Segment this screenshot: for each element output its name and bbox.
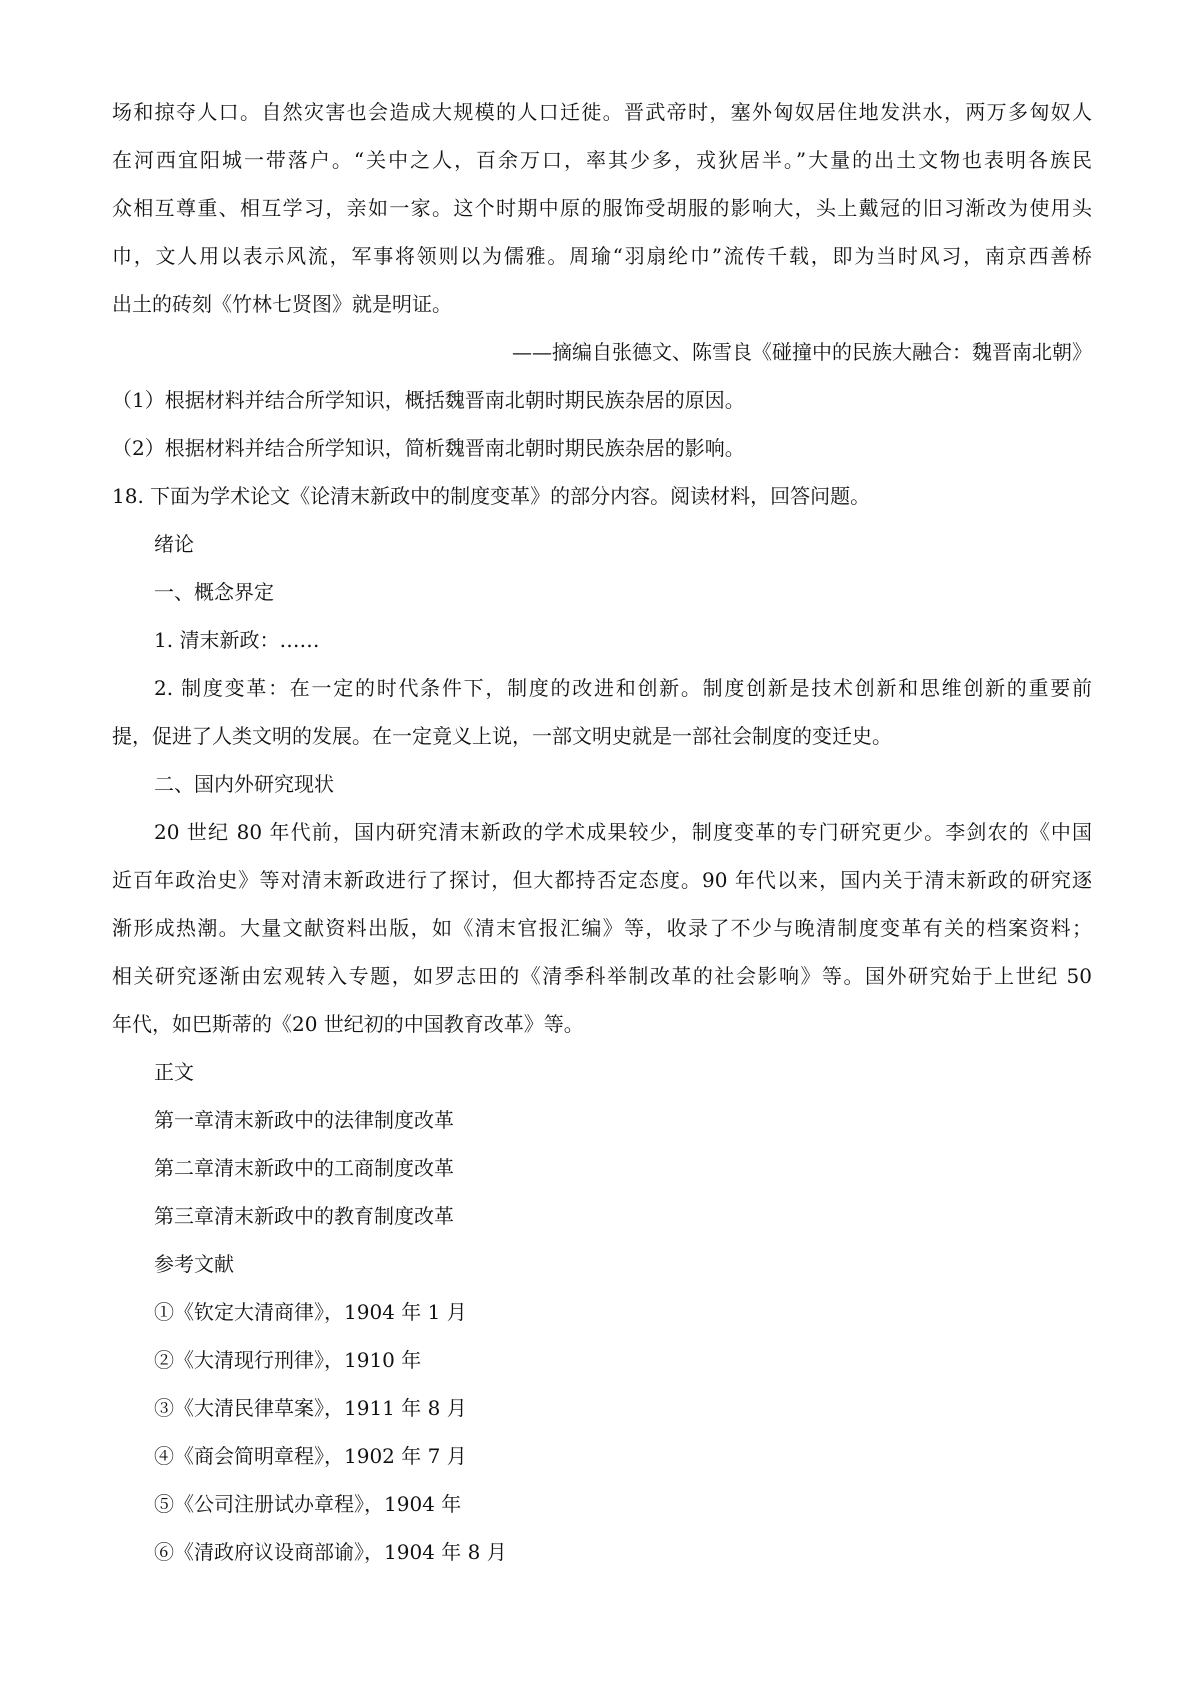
passage-line: 场和掠夺人口。自然灾害也会造成大规模的人口迁徙。晋武帝时，塞外匈奴居住地发洪水，两万多匈奴人 bbox=[112, 100, 1092, 124]
reference-item: ①《钦定大清商律》，1904 年 1 月 bbox=[154, 1300, 467, 1324]
chapter-item: 第二章清末新政中的工商制度改革 bbox=[154, 1156, 454, 1180]
definition-item: 2. 制度变革：在一定的时代条件下，制度的改进和创新。制度创新是技术创新和思维创新的重要前 bbox=[154, 676, 1092, 700]
heading-body: 正文 bbox=[154, 1060, 194, 1084]
question-18-intro: 18. 下面为学术论文《论清末新政中的制度变革》的部分内容。阅读材料，回答问题。 bbox=[112, 484, 871, 508]
research-line: 近百年政治史》等对清末新政进行了探讨，但大都持否定态度。90 年代以来，国内关于清末新政的研究逐 bbox=[112, 868, 1092, 892]
reference-item: ⑥《清政府议设商部谕》，1904 年 8 月 bbox=[154, 1540, 507, 1564]
definition-item: 1. 清末新政：…… bbox=[154, 628, 320, 652]
reference-item: ②《大清现行刑律》，1910 年 bbox=[154, 1348, 422, 1372]
reference-item: ⑤《公司注册试办章程》，1904 年 bbox=[154, 1492, 462, 1516]
passage-source: ——摘编自张德文、陈雪良《碰撞中的民族大融合：魏晋南北朝》 bbox=[512, 340, 1092, 364]
question-17-1: （1）根据材料并结合所学知识，概括魏晋南北朝时期民族杂居的原因。 bbox=[112, 388, 745, 412]
reference-item: ④《商会简明章程》，1902 年 7 月 bbox=[154, 1444, 467, 1468]
research-line: 20 世纪 80 年代前，国内研究清末新政的学术成果较少，制度变革的专门研究更少。李剑农的《中国 bbox=[154, 820, 1092, 844]
chapter-item: 第一章清末新政中的法律制度改革 bbox=[154, 1108, 454, 1132]
passage-line: 巾，文人用以表示风流，军事将领则以为儒雅。周瑜“羽扇纶巾”流传千载，即为当时风习，南京西善桥 bbox=[112, 244, 1092, 268]
passage-line: 出土的砖刻《竹林七贤图》就是明证。 bbox=[112, 292, 452, 316]
passage-line: 众相互尊重、相互学习，亲如一家。这个时期中原的服饰受胡服的影响大，头上戴冠的旧习渐改为使用头 bbox=[112, 196, 1092, 220]
research-line: 渐形成热潮。大量文献资料出版，如《清末官报汇编》等，收录了不少与晚清制度变革有关的档案资料； bbox=[112, 916, 1092, 940]
section-heading: 二、国内外研究现状 bbox=[154, 772, 334, 796]
definition-item: 提，促进了人类文明的发展。在一定竟义上说，一部文明史就是一部社会制度的变迁史。 bbox=[112, 724, 892, 748]
heading-introduction: 绪论 bbox=[154, 532, 194, 556]
question-17-2: （2）根据材料并结合所学知识，简析魏晋南北朝时期民族杂居的影响。 bbox=[112, 436, 745, 460]
heading-references: 参考文献 bbox=[154, 1252, 234, 1276]
chapter-item: 第三章清末新政中的教育制度改革 bbox=[154, 1204, 454, 1228]
passage-line: 在河西宜阳城一带落户。“关中之人，百余万口，率其少多，戎狄居半。”大量的出土文物也表明各族民 bbox=[112, 148, 1092, 172]
reference-item: ③《大清民律草案》，1911 年 8 月 bbox=[154, 1396, 467, 1420]
section-heading: 一、概念界定 bbox=[154, 580, 274, 604]
research-line: 年代，如巴斯蒂的《20 世纪初的中国教育改革》等。 bbox=[112, 1012, 584, 1036]
research-line: 相关研究逐渐由宏观转入专题，如罗志田的《清季科举制改革的社会影响》等。国外研究始于上世纪 50 bbox=[112, 964, 1092, 988]
